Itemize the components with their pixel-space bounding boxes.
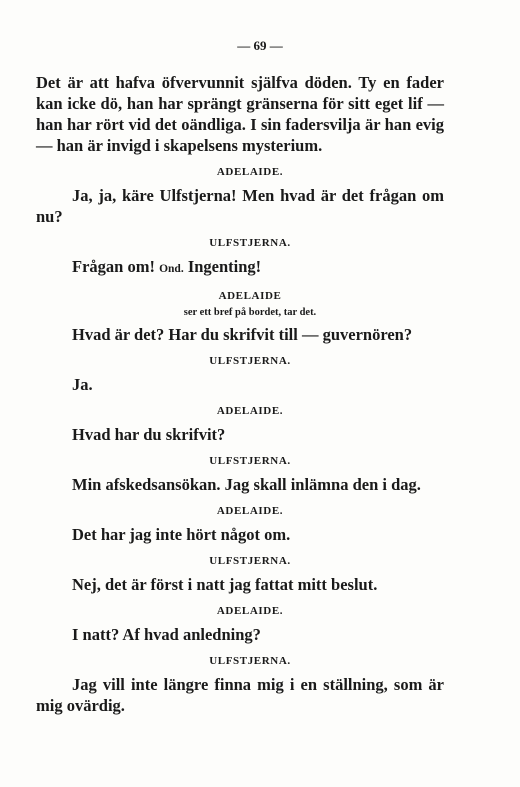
line-adelaide-4: Det har jag inte hört något om. xyxy=(72,525,291,544)
speaker-ulfstjerna-2: ULFSTJERNA. xyxy=(209,355,291,367)
line-ulfstjerna-2: Ja. xyxy=(72,375,93,394)
line-ulfstjerna-5: Jag vill inte längre finna mig i en ställning, som är mig ovärdig. xyxy=(36,675,444,715)
speaker-ulfstjerna-1: ULFSTJERNA. xyxy=(209,237,291,249)
line-ulfstjerna-1-end: Ingenting! xyxy=(187,257,262,276)
speaker-adelaide-5: ADELAIDE. xyxy=(216,605,284,617)
inline-stage-direction: Ond. xyxy=(159,263,184,275)
speaker-ulfstjerna-4: ULFSTJERNA. xyxy=(209,555,291,567)
line-adelaide-1: Ja, ja, käre Ulfstjerna! Men hvad är det frågan om nu? xyxy=(36,186,444,226)
speaker-adelaide-3: ADELAIDE. xyxy=(216,405,284,417)
book-page xyxy=(36,38,444,716)
line-adelaide-2: Hvad är det? Har du skrifvit till — guvernören? xyxy=(72,325,413,344)
speaker-ulfstjerna-3: ULFSTJERNA. xyxy=(209,455,291,467)
opening-paragraph: Det är att hafva öfvervunnit själfva döden. Ty en fader kan icke dö, han har sprängt gränserna för sitt eget lif — han har rört vid det oändliga. I sin fadersvilja är han evig — han är invigd i skapelsens mysterium. xyxy=(36,73,444,155)
line-adelaide-5: I natt? Af hvad anledning? xyxy=(72,625,261,644)
line-ulfstjerna-1 xyxy=(36,256,444,280)
speaker-adelaide-2: ADELAIDE xyxy=(218,290,282,302)
speaker-adelaide-1: ADELAIDE. xyxy=(216,166,284,178)
line-ulfstjerna-1-start: Frågan om! xyxy=(72,257,155,276)
line-ulfstjerna-3: Min afskedsansökan. Jag skall inlämna den i dag. xyxy=(72,475,421,494)
line-ulfstjerna-4: Nej, det är först i natt jag fattat mitt beslut. xyxy=(72,575,378,594)
line-adelaide-3: Hvad har du skrifvit? xyxy=(72,425,226,444)
stage-direction: ser ett bref på bordet, tar det. xyxy=(183,307,317,318)
speaker-adelaide-4: ADELAIDE. xyxy=(216,505,284,517)
page-number: — 69 — xyxy=(237,38,283,53)
speaker-ulfstjerna-5: ULFSTJERNA. xyxy=(209,655,291,667)
